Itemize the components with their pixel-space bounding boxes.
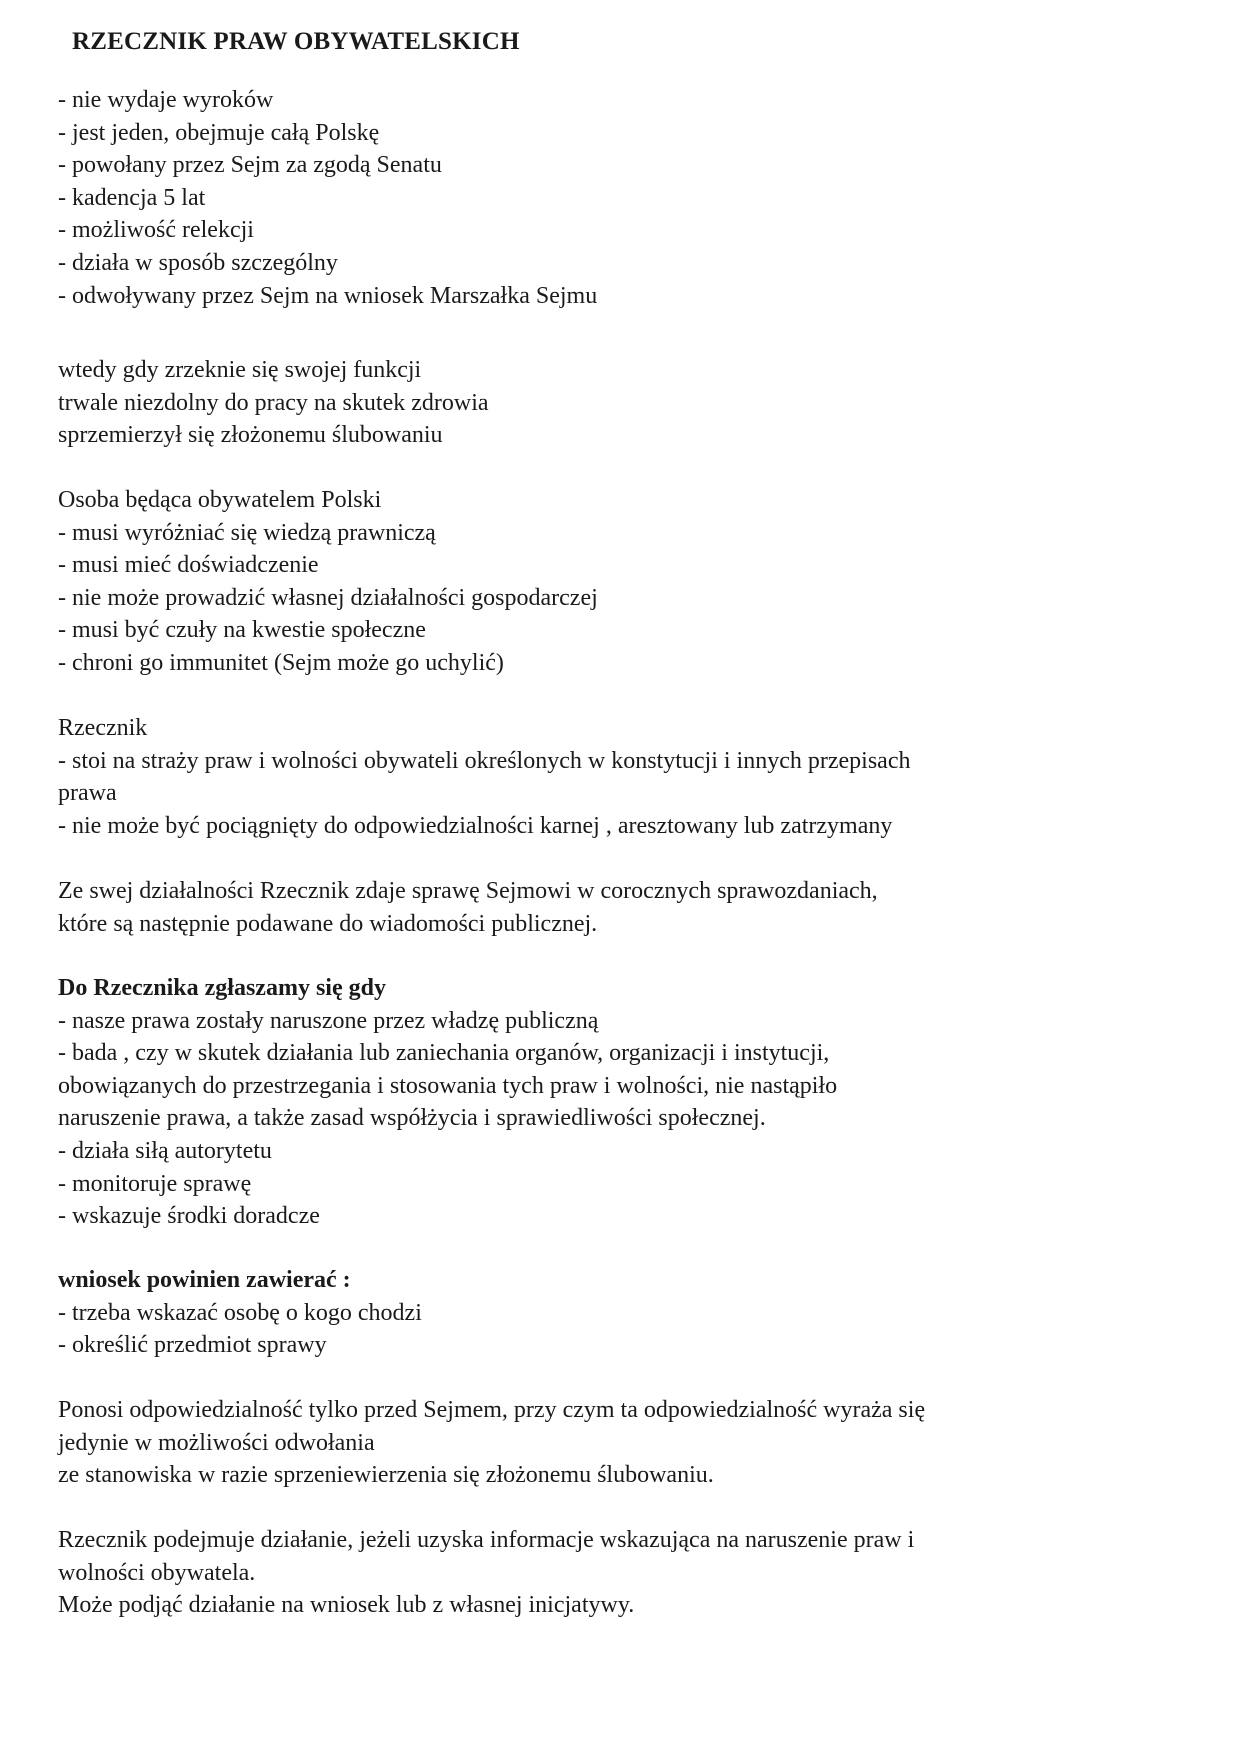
- text-line: - bada , czy w skutek działania lub zaniechania organów, organizacji i instytucji,: [58, 1040, 830, 1067]
- document-title: RZECZNIK PRAW OBYWATELSKICH: [72, 28, 520, 55]
- text-line: - kadencja 5 lat: [58, 184, 206, 211]
- text-line: Rzecznik podejmuje działanie, jeżeli uzyska informacje wskazująca na naruszenie praw i: [58, 1527, 915, 1553]
- text-line: sprzemierzył się złożonemu ślubowaniu: [58, 422, 443, 449]
- text-line: - stoi na straży praw i wolności obywateli określonych w konstytucji i innych przepisach: [58, 747, 911, 774]
- section-responsibility: [58, 1394, 1198, 1492]
- section-heading: Do Rzecznika zgłaszamy się gdy: [58, 975, 386, 1001]
- text-line: - nie może być pociągnięty do odpowiedzialności karnej , aresztowany lub zatrzymany: [58, 812, 893, 839]
- section-application-content: [58, 1264, 1198, 1362]
- section-when-to-apply: [58, 972, 1198, 1233]
- text-line: Może podjąć działanie na wniosek lub z własnej inicjatywy.: [58, 1592, 635, 1619]
- section-requirements: [58, 484, 1198, 680]
- text-line: jedynie w możliwości odwołania: [58, 1429, 375, 1456]
- text-line: obowiązanych do przestrzegania i stosowania tych praw i wolności, nie nastąpiło: [58, 1072, 838, 1099]
- text-line: - nie może prowadzić własnej działalności gospodarczej: [58, 584, 598, 611]
- text-line: naruszenie prawa, a także zasad współżycia i sprawiedliwości społecznej.: [58, 1105, 766, 1132]
- text-line: - nasze prawa zostały naruszone przez władzę publiczną: [58, 1007, 599, 1034]
- text-line: - odwoływany przez Sejm na wniosek Marszałka Sejmu: [58, 282, 598, 309]
- section-heading: wniosek powinien zawierać :: [58, 1267, 351, 1293]
- text-line: Ponosi odpowiedzialność tylko przed Sejmem, przy czym ta odpowiedzialność wyraża się: [58, 1397, 926, 1423]
- section-rzecznik-role: [58, 712, 1198, 842]
- text-line: - trzeba wskazać osobę o kogo chodzi: [58, 1299, 422, 1326]
- section-action: [58, 1524, 1198, 1622]
- text-line: - musi mieć doświadczenie: [58, 552, 319, 579]
- text-line: - musi wyróżniać się wiedzą prawniczą: [58, 519, 436, 546]
- text-line: które są następnie podawane do wiadomości publicznej.: [58, 910, 598, 937]
- text-line: - nie wydaje wyroków: [58, 87, 274, 113]
- text-line: Rzecznik: [58, 715, 148, 741]
- text-line: - chroni go immunitet (Sejm może go uchylić): [58, 649, 504, 676]
- text-line: Osoba będąca obywatelem Polski: [58, 487, 382, 513]
- text-line: - działa siłą autorytetu: [58, 1137, 272, 1164]
- text-line: prawa: [58, 780, 117, 807]
- section-characteristics: [58, 84, 1198, 312]
- text-line: - wskazuje środki doradcze: [58, 1203, 320, 1230]
- text-line: - powołany przez Sejm za zgodą Senatu: [58, 152, 442, 179]
- text-line: wtedy gdy zrzeknie się swojej funkcji: [58, 357, 422, 383]
- text-line: - działa w sposób szczególny: [58, 249, 338, 276]
- text-line: trwale niezdolny do pracy na skutek zdrowia: [58, 389, 489, 416]
- section-reporting: [58, 875, 1198, 940]
- text-line: - jest jeden, obejmuje całą Polskę: [58, 119, 380, 146]
- section-dismissal-conditions: [58, 354, 1198, 452]
- text-line: ze stanowiska w razie sprzeniewierzenia się złożonemu ślubowaniu.: [58, 1462, 714, 1489]
- text-line: - możliwość relekcji: [58, 217, 254, 244]
- text-line: - monitoruje sprawę: [58, 1170, 252, 1197]
- text-line: wolności obywatela.: [58, 1559, 256, 1586]
- text-line: Ze swej działalności Rzecznik zdaje sprawę Sejmowi w corocznych sprawozdaniach,: [58, 878, 878, 904]
- text-line: - musi być czuły na kwestie społeczne: [58, 617, 426, 644]
- text-line: - określić przedmiot sprawy: [58, 1332, 327, 1359]
